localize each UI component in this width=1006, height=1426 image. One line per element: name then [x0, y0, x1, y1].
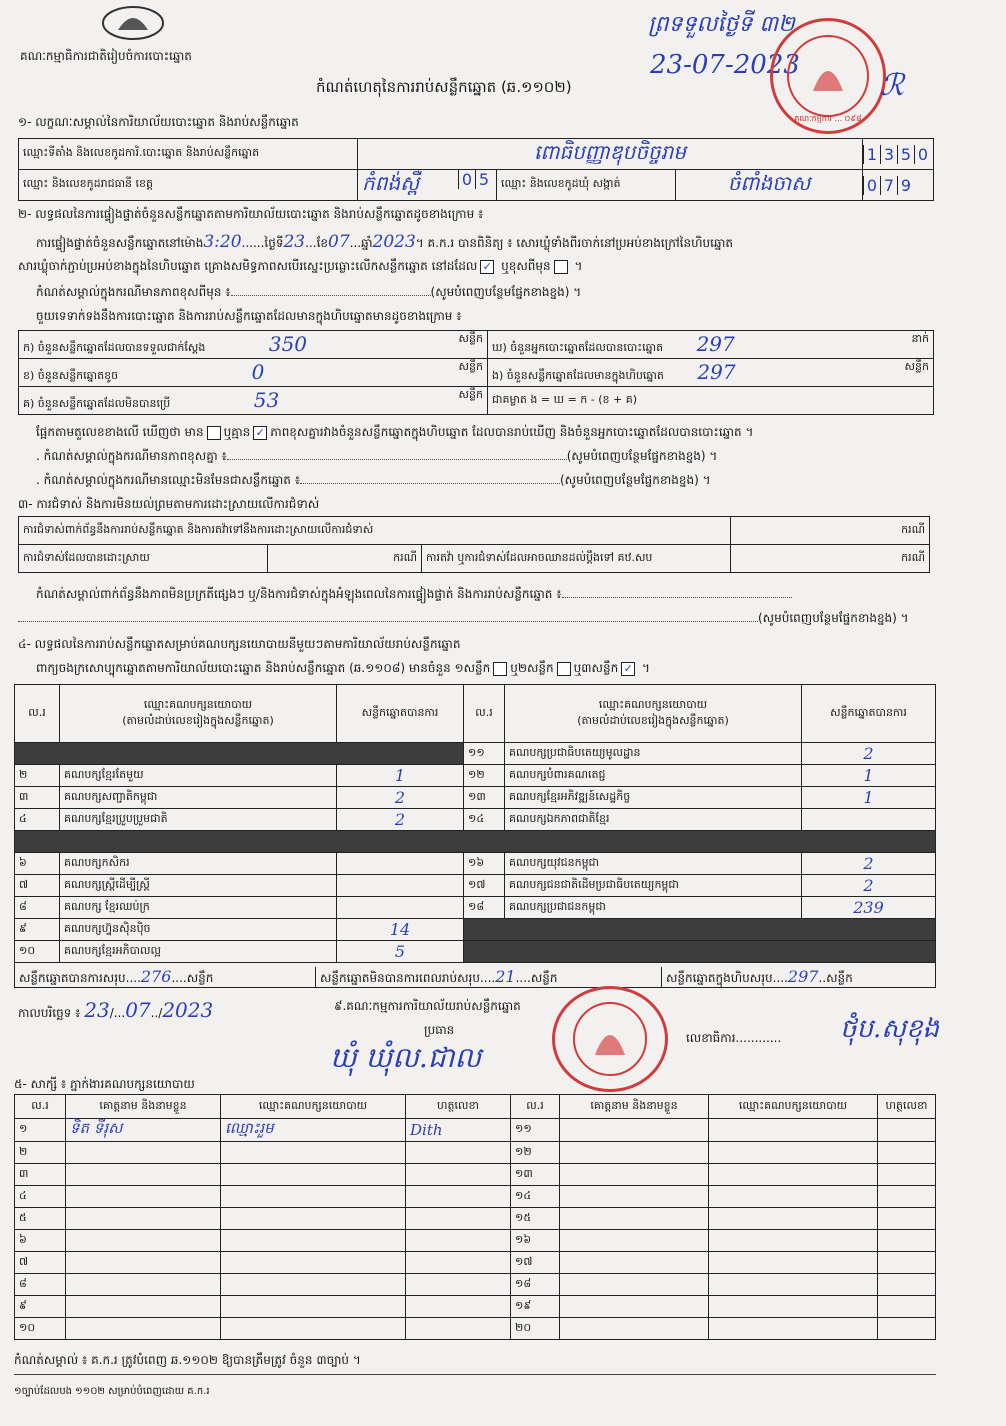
objection-resolved-unit: ករណី: [268, 545, 422, 573]
wrap-line: ពាក្យចងក្រសោប្បុកឆ្នោតតាមការិយាល័យបោះឆ្នោត និងរាប់សន្លឹកឆ្នោត (ឆ.១១០៨) មានចំនួន ១សន្លឹក ឬ២សន្លឹក ឬ៣សន្លឹក ✓ ។: [36, 661, 650, 675]
table-row: ៨ ១៨: [15, 1274, 936, 1296]
col-party-left: ឈ្មោះគណបក្សនយោបាយ (តាមលំដាប់លេខរៀងក្នុងសន្លឹកឆ្នោត): [60, 685, 337, 743]
table-row: ៣ ១៣: [15, 1164, 936, 1186]
footer-divider: [14, 1374, 936, 1375]
table-row: ៧ គណបក្សស្ត្រីដើម្បីស្ត្រី ១៧ គណបក្សជនជាតិដើមប្រជាធិបតេយ្យកម្ពុជា 2: [15, 875, 936, 897]
witness-col-party-2: ឈ្មោះគណបក្សនយោបាយ: [709, 1095, 878, 1119]
objection-appeal-unit: ករណី: [731, 545, 930, 573]
stamp-text: គណៈកម្មការ ... ០៩៨: [794, 114, 862, 123]
witness-col-name: គោត្តនាម និងនាមខ្លួន: [66, 1095, 221, 1119]
station-value: ពោធិបញ្ញាឌុបចិច្ចរាម: [358, 139, 863, 170]
objection-row-1-unit: ករណី: [731, 517, 930, 545]
col-party-right: ឈ្មោះគណបក្សនយោបាយ (តាមលំដាប់លេខរៀងក្នុងសន្លឹកឆ្នោត): [505, 685, 802, 743]
table-row: ៩ ១៩: [15, 1296, 936, 1318]
table-row: ៧ ១៧: [15, 1252, 936, 1274]
witness-col-sign-2: ហត្ថលេខា: [878, 1095, 936, 1119]
result-intro: ចួយទេទាក់ទងនឹងការបោះឆ្នោត និងការរាប់សន្លឹកឆ្នោតដែលមានក្នុងហិបឆ្នោតមានដូចខាងក្រោម ៖: [36, 309, 462, 323]
received-note: ព្រទទួលថ្ងៃទី ៣២: [648, 12, 795, 37]
witness-col-no-2: ល.រ: [511, 1095, 560, 1119]
count-row-a: ក) ចំនួនសន្លឹកឆ្នោតដែលបានទទួលជាក់ស្តែង 350 សន្លឹក: [19, 331, 488, 359]
col-votes-right: សន្លឹកឆ្នោតបានការ: [802, 685, 936, 743]
objection-table: [18, 516, 930, 573]
col-no-right: ល.រ: [464, 685, 505, 743]
date-line: កាលបរិច្ឆេទ ៖ 23/...07../2023: [18, 998, 214, 1022]
table-row: ៣ គណបក្សសញ្ជាតិកម្ពុជា 2 ១៣ គណបក្សខ្មែរអភិវឌ្ឍន៍សេដ្ឋកិច្ច 1: [15, 787, 936, 809]
station-code: 1 3 5 0: [863, 139, 934, 170]
table-row: ១១ គណបក្សប្រជាធិបតេយ្យមូលដ្ឋាន 2: [15, 743, 936, 765]
table-row: ២ គណបក្សខ្មែរតែមួយ 1 ១២ គណបក្សបំពារគណតេជ្ជ 1: [15, 765, 936, 787]
table-row: ៨ គណបក្ស ខ្មែរឈប់ក្រ ១៨ គណបក្សប្រជាជនកម្ពុជា 239: [15, 897, 936, 919]
province-label: ឈ្មោះ និងលេខកូដរាជធានី ខេត្ត: [19, 170, 358, 201]
official-stamp-top: [770, 18, 886, 134]
objection-note-fill: (សូមបំពេញបន្ថែមផ្នែកខាងខ្នង) ។: [18, 610, 938, 628]
count-formula: ជាគម្លាត ង = ឃ = ក - (ខ + គ): [488, 387, 934, 415]
witness-col-sign: ហត្ថលេខា: [406, 1095, 511, 1119]
section5-heading: ៥- សាក្សី ៖ ភ្នាក់ងារគណបក្សនយោបាយ: [14, 1077, 195, 1091]
received-date: 23-07-2023: [650, 50, 800, 80]
note-line-1: កំណត់សម្គាល់ក្នុងករណីមានភាពខុសពីមុន ៖ (សូមបំពេញបន្ថែមផ្នែកខាងខ្នង) ។: [36, 285, 582, 299]
secretary-label: លេខាធិការ............: [686, 1031, 782, 1045]
emblem-icon: [100, 4, 166, 42]
footer-note: កំណត់សម្គាល់ ៖ គ.ក.រ ត្រូវបំពេញ ឆ.១១០២ ឱ្យបានត្រឹមត្រូវ ចំនួន ៣ច្បាប់ ។: [14, 1353, 361, 1367]
station-table: [18, 138, 934, 201]
count-row-c: គ) ចំនួនសន្លឹកឆ្នោតដែលមិនបានប្រើ 53 សន្លឹក: [19, 387, 488, 415]
section2-heading: ២- លទ្ធផលនៃការផ្ទៀងផ្ទាត់ចំនួនសន្លឹកឆ្នោតតាមការិយាល័យបោះឆ្នោត និងរាប់សន្លឹកឆ្នោតដូចខាងក្រោម ៖: [18, 207, 484, 221]
table-row: ៩ គណបក្សហ្វ៊ុនស៊ិនប៉ិច 14: [15, 919, 936, 941]
footer-small: ១ច្បាប់ដែលបង ១១០២ សម្រាប់បំពេញដោយ គ.ក.រ: [14, 1386, 210, 1397]
objection-appeal: ការតវ៉ា ឬការជំទាស់ដែលអាចឈានដល់ប្តឹងទៅ គឋ.សប: [422, 545, 731, 573]
verify-line-2: សារឃ្លុំចាក់ភ្ជាប់ប្រអប់ខាងក្នុងនៃហិបឆ្នោត គ្រោងសមិទ្ធភាពសបើរស្នេះប្រធ្លោះលើកសន្លឹកឆ្នោត នៅដដែល ✓ ឬខុសពីមុន ។: [18, 259, 583, 273]
table-row: ៤ គណបក្សខ្មែរប្រួបប្រួមជាតិ 2 ១៤ គណបក្សឯកភាពជាតិខ្មែរ: [15, 809, 936, 831]
verify-line-1: ការផ្ទៀងផ្ទាត់ចំនួនសន្លឹកឆ្នោតនៅម៉ោង3:20......ថ្ងៃទី23...ខែ07...ឆ្នាំ2023។ គ.ក.រ បានពិនិត្យ ៖ សោរឃ្លុំទាំងពីរចាក់នៅប្រអប់ខាងក្រៅនៃហិបឆ្នោត: [36, 232, 733, 252]
table-row: ១០ ២០: [15, 1318, 936, 1340]
objection-note: កំណត់សម្គាល់ពាក់ព័ន្ធនឹងភាពមិនប្រក្រតីផ្សេងៗ ឬ/និងការជំទាស់ក្នុងអំឡុងពេលនៃការផ្ទៀងផ្ទាត់ និងការរាប់សន្លឹកឆ្នោត ៖: [36, 586, 936, 604]
witness-col-party: ឈ្មោះគណបក្សនយោបាយ: [221, 1095, 406, 1119]
table-row: ៦ ១៦: [15, 1230, 936, 1252]
diff-line: ផ្អែកតាមតួលេខខាងលើ ឃើញថា មាន ឬគ្មាន ✓ ភាពខុសគ្នារវាងចំនួនសន្លឹកឆ្នោតក្នុងហិបឆ្នោត ដែលបានរាប់ឃើញ និងចំនួនអ្នកបោះឆ្នោតដែលបានបោះឆ្នោត ។: [36, 425, 754, 439]
table-row: ៤ ១៤: [15, 1186, 936, 1208]
commune-value: ចំពាំងចាស: [676, 170, 863, 201]
note-line-2: . កំណត់សម្គាល់ក្នុងករណីមានភាពខុសគ្នា ៖ (សូមបំពេញបន្ថែមផ្នែកខាងខ្នង) ។: [36, 449, 718, 463]
committee-label: ៩.គណៈកម្មការការិយាល័យរាប់សន្លឹកឆ្នោត: [334, 999, 521, 1013]
province-value: កំពង់ស្ពឺ 0 5: [358, 170, 497, 201]
president-signature: ឃុំ ឃុំល.ជាល: [330, 1041, 482, 1074]
count-row-d: ឃ) ចំនួនអ្នកបោះឆ្នោតដែលបានបោះឆ្នោត 297 នាក់: [488, 331, 934, 359]
secretary-signature: ថុំប.សុខុង: [840, 1014, 940, 1044]
table-row: ៥ ១៥: [15, 1208, 936, 1230]
table-row: ៦ គណបក្សកសិករ ១៦ គណបក្សយុវជនកម្ពុជា 2: [15, 853, 936, 875]
station-label: ឈ្មោះទីតាំង និងលេខកូដការិ.បោះឆ្នោត និងរាប់សន្លឹកឆ្នោត: [19, 139, 358, 170]
objection-resolved: ការជំទាស់ដែលបានដោះស្រាយ: [19, 545, 268, 573]
witness-col-name-2: គោត្តនាម និងនាមខ្លួន: [560, 1095, 709, 1119]
commune-code: 0 7 9: [863, 170, 934, 201]
org-name: គណៈកម្មាធិការជាតិរៀបចំការបោះឆ្នោត: [20, 49, 192, 63]
official-stamp-bottom: [552, 986, 668, 1092]
table-row: [15, 831, 936, 853]
president-label: ប្រធាន: [424, 1023, 455, 1037]
col-no-left: ល.រ: [15, 685, 60, 743]
counts-table: [18, 330, 934, 415]
table-row: ១០ គណបក្សខ្មែរអភិបាលល្អ 5: [15, 941, 936, 963]
form-title: កំណត់ហេតុនៃការរាប់សន្លឹកឆ្នោត (ឆ.១១០២): [316, 78, 572, 96]
count-row-b: ខ) ចំនួនសន្លឹកឆ្នោតខូច 0 សន្លឹក: [19, 359, 488, 387]
section1-heading: ១- លក្ខណៈសម្គាល់នៃការិយាល័យបោះឆ្នោត និងរាប់សន្លឹកឆ្នោត: [18, 115, 299, 129]
witness-col-no: ល.រ: [15, 1095, 66, 1119]
count-row-e: ង) ចំនួនសន្លឹកឆ្នោតដែលមានក្នុងហិបឆ្នោត 297 សន្លឹក: [488, 359, 934, 387]
party-results-table: [14, 684, 936, 963]
col-votes-left: សន្លឹកឆ្នោតបានការ: [337, 685, 464, 743]
table-row: ២ ១២: [15, 1142, 936, 1164]
section4-heading: ៤- លទ្ធផលនៃការរាប់សន្លឹកឆ្នោតសម្រាប់គណបក្សនយោបាយនីមួយៗតាមការិយាល័យរាប់សន្លឹកឆ្នោត: [18, 637, 461, 651]
witness-table: [14, 1094, 936, 1340]
objection-row-1: ការជំទាស់ពាក់ព័ន្ធនឹងការរាប់សន្លឹកឆ្នោត និងការតវ៉ាទៅនឹងការដោះស្រាយលើការជំទាស់: [19, 517, 731, 545]
note-line-3: . កំណត់សម្គាល់ក្នុងករណីមានឈ្មោះមិនមែនជាសន្លឹកឆ្នោត ៖ (សូមបំពេញបន្ថែមផ្នែកខាងខ្នង) ។: [36, 473, 711, 487]
section3-heading: ៣- ការជំទាស់ និងការមិនយល់ព្រមតាមការដោះស្រាយលើការជំទាស់: [18, 497, 320, 511]
totals-row: សន្លឹកឆ្នោតបានការសរុប....276....សន្លឹក សន្លឹកឆ្នោតមិនបានការពេលរាប់សរុប....21....សន្លឹក សន្លឹកឆ្នោតក្នុងហិបសរុប....297..សន្លឹក: [14, 962, 936, 988]
table-row: ១ ទិត ទីរុស ឈ្មោះរួម Dith ១១: [15, 1119, 936, 1142]
commune-label: ឈ្មោះ និងលេខកូដឃុំ សង្កាត់: [497, 170, 676, 201]
received-sign: ℛ: [880, 68, 904, 103]
